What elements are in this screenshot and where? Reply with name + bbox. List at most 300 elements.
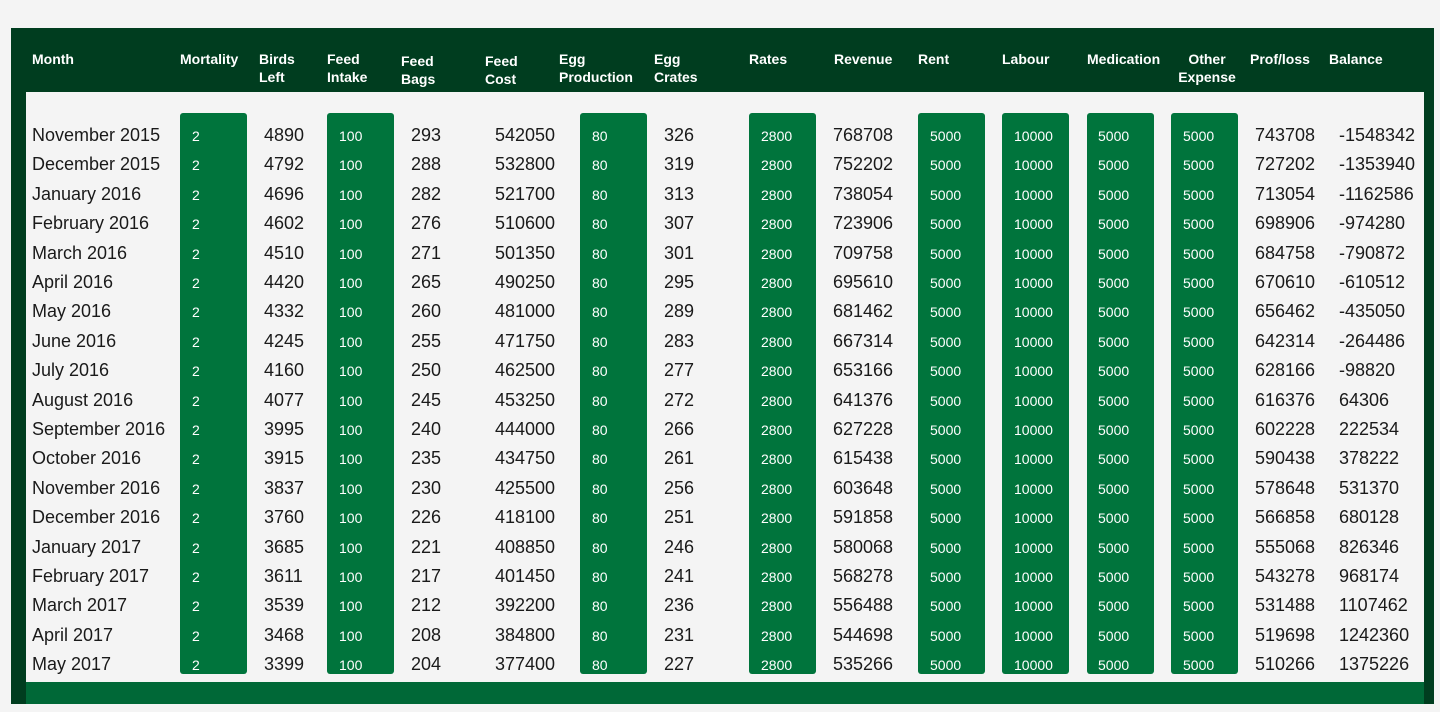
- cell-revenue: 580068: [833, 536, 894, 557]
- cell-prof-loss: 519698: [1255, 624, 1316, 645]
- cell-egg-crates: 277: [664, 360, 695, 381]
- cell-balance: 1375226: [1339, 654, 1410, 675]
- cell-other-expense: 5000: [1183, 157, 1215, 174]
- cell-feed-cost: 453250: [495, 389, 556, 410]
- cell-feed-intake: 100: [339, 539, 363, 556]
- cell-prof-loss: 531488: [1255, 595, 1316, 616]
- cell-labour: 10000: [1014, 333, 1053, 350]
- cell-medication: 5000: [1098, 333, 1130, 350]
- cell-rent: 5000: [930, 275, 962, 291]
- cell-rent: 5000: [930, 245, 962, 262]
- cell-medication: 5000: [1098, 422, 1130, 438]
- header-revenue: Revenue: [834, 51, 893, 67]
- cell-revenue: 653166: [833, 360, 894, 381]
- cell-medication: 5000: [1098, 128, 1130, 144]
- cell-feed-intake: 100: [339, 392, 363, 409]
- cell-balance: 826346: [1339, 536, 1400, 557]
- cell-other-expense: 5000: [1183, 510, 1215, 527]
- cell-feed-cost: 377400: [495, 654, 556, 675]
- cell-labour: 10000: [1014, 304, 1053, 321]
- cell-egg-crates: 261: [664, 448, 695, 469]
- cell-balance: -98820: [1339, 360, 1396, 381]
- table-body: [26, 92, 1424, 682]
- cell-birds-left: 3468: [264, 624, 305, 645]
- cell-labour: 10000: [1014, 451, 1053, 468]
- cell-mortality: 2: [192, 216, 200, 233]
- cell-feed-intake: 100: [339, 128, 363, 144]
- cell-feed-cost: 490250: [495, 272, 556, 292]
- cell-revenue: 667314: [833, 330, 894, 351]
- cell-revenue: 603648: [833, 477, 894, 498]
- cell-balance: 968174: [1339, 566, 1400, 586]
- cell-feed-bags: 276: [411, 213, 442, 234]
- header-egg-crates: Egg Crates: [654, 51, 698, 85]
- cell-feed-cost: 384800: [495, 624, 556, 645]
- cell-month: May 2017: [32, 654, 112, 675]
- cell-labour: 10000: [1014, 128, 1053, 144]
- cell-prof-loss: 670610: [1255, 272, 1316, 292]
- cell-feed-cost: 401450: [495, 566, 556, 586]
- table-footer: [26, 682, 1424, 704]
- cell-revenue: 535266: [833, 654, 894, 675]
- cell-feed-intake: 100: [339, 627, 363, 644]
- cell-other-expense: 5000: [1183, 422, 1215, 438]
- cell-medication: 5000: [1098, 657, 1130, 674]
- cell-egg-production: 80: [592, 480, 608, 497]
- cell-revenue: 752202: [833, 154, 894, 175]
- header-labour: Labour: [1002, 51, 1050, 67]
- header-birds-left: Birds Left: [259, 51, 295, 85]
- cell-birds-left: 4160: [264, 360, 305, 381]
- cell-egg-production: 80: [592, 186, 608, 203]
- cell-egg-crates: 266: [664, 419, 695, 439]
- cell-rates: 2800: [761, 245, 793, 262]
- cell-rates: 2800: [761, 275, 793, 291]
- cell-feed-intake: 100: [339, 480, 363, 497]
- cell-feed-bags: 265: [411, 272, 442, 292]
- cell-egg-production: 80: [592, 510, 608, 527]
- cell-egg-crates: 227: [664, 654, 695, 675]
- cell-rent: 5000: [930, 510, 962, 527]
- cell-prof-loss: 727202: [1255, 154, 1316, 175]
- cell-feed-intake: 100: [339, 598, 363, 615]
- cell-egg-production: 80: [592, 657, 608, 674]
- cell-egg-crates: 326: [664, 125, 695, 145]
- cell-other-expense: 5000: [1183, 363, 1215, 380]
- cell-rates: 2800: [761, 510, 793, 527]
- cell-labour: 10000: [1014, 157, 1053, 174]
- cell-other-expense: 5000: [1183, 333, 1215, 350]
- cell-egg-crates: 319: [664, 154, 695, 175]
- cell-rent: 5000: [930, 569, 962, 585]
- cell-mortality: 2: [192, 392, 200, 409]
- cell-feed-intake: 100: [339, 245, 363, 262]
- cell-mortality: 2: [192, 245, 200, 262]
- cell-month: April 2016: [32, 272, 114, 292]
- cell-prof-loss: 698906: [1255, 213, 1316, 234]
- cell-balance: -264486: [1339, 330, 1406, 351]
- cell-feed-cost: 462500: [495, 360, 556, 381]
- cell-feed-bags: 221: [411, 536, 442, 557]
- cell-balance: 680128: [1339, 507, 1400, 528]
- cell-feed-intake: 100: [339, 304, 363, 321]
- cell-revenue: 709758: [833, 242, 894, 263]
- cell-feed-intake: 100: [339, 657, 363, 674]
- cell-prof-loss: 656462: [1255, 301, 1316, 322]
- cell-birds-left: 3539: [264, 595, 305, 616]
- cell-egg-production: 80: [592, 451, 608, 468]
- cell-month: September 2016: [32, 419, 166, 439]
- cell-month: November 2015: [32, 125, 161, 145]
- cell-feed-cost: 418100: [495, 507, 556, 528]
- cell-rates: 2800: [761, 363, 793, 380]
- cell-feed-bags: 212: [411, 595, 442, 616]
- cell-labour: 10000: [1014, 216, 1053, 233]
- cell-prof-loss: 566858: [1255, 507, 1316, 528]
- cell-revenue: 723906: [833, 213, 894, 234]
- cell-mortality: 2: [192, 569, 200, 585]
- cell-birds-left: 4890: [264, 125, 305, 145]
- cell-egg-production: 80: [592, 128, 608, 144]
- cell-feed-bags: 204: [411, 654, 442, 675]
- cell-medication: 5000: [1098, 598, 1130, 615]
- cell-rent: 5000: [930, 157, 962, 174]
- cell-other-expense: 5000: [1183, 657, 1215, 674]
- cell-labour: 10000: [1014, 539, 1053, 556]
- cell-labour: 10000: [1014, 598, 1053, 615]
- cell-revenue: 591858: [833, 507, 894, 528]
- cell-egg-crates: 272: [664, 389, 695, 410]
- cell-feed-intake: 100: [339, 569, 363, 585]
- cell-egg-crates: 246: [664, 536, 695, 557]
- cell-mortality: 2: [192, 186, 200, 203]
- cell-other-expense: 5000: [1183, 216, 1215, 233]
- cell-rent: 5000: [930, 627, 962, 644]
- cell-egg-production: 80: [592, 539, 608, 556]
- header-mortality: Mortality: [180, 51, 239, 67]
- cell-feed-bags: 208: [411, 624, 442, 645]
- cell-feed-intake: 100: [339, 363, 363, 380]
- cell-balance: 222534: [1339, 419, 1400, 439]
- cell-egg-production: 80: [592, 569, 608, 585]
- data-table: [11, 28, 1434, 704]
- cell-rent: 5000: [930, 128, 962, 144]
- cell-feed-intake: 100: [339, 422, 363, 438]
- cell-prof-loss: 578648: [1255, 477, 1316, 498]
- cell-birds-left: 4792: [264, 154, 305, 175]
- cell-birds-left: 3915: [264, 448, 305, 469]
- cell-other-expense: 5000: [1183, 598, 1215, 615]
- cell-revenue: 556488: [833, 595, 894, 616]
- cell-egg-crates: 251: [664, 507, 695, 528]
- cell-prof-loss: 543278: [1255, 566, 1316, 586]
- header-feed-cost: Feed Cost: [485, 53, 518, 87]
- cell-labour: 10000: [1014, 480, 1053, 497]
- cell-feed-cost: 425500: [495, 477, 556, 498]
- cell-revenue: 738054: [833, 183, 894, 204]
- cell-egg-crates: 231: [664, 624, 695, 645]
- cell-mortality: 2: [192, 275, 200, 291]
- cell-rent: 5000: [930, 422, 962, 438]
- cell-month: February 2016: [32, 213, 150, 234]
- cell-feed-cost: 532800: [495, 154, 556, 175]
- cell-labour: 10000: [1014, 627, 1053, 644]
- cell-birds-left: 4510: [264, 242, 305, 263]
- header-other-expense: Other Expense: [1178, 51, 1236, 85]
- cell-rent: 5000: [930, 480, 962, 497]
- cell-labour: 10000: [1014, 569, 1053, 585]
- cell-egg-crates: 241: [664, 566, 695, 586]
- cell-mortality: 2: [192, 510, 200, 527]
- header-rates: Rates: [749, 51, 788, 67]
- cell-labour: 10000: [1014, 275, 1053, 291]
- cell-egg-production: 80: [592, 392, 608, 409]
- cell-egg-crates: 301: [664, 242, 695, 263]
- cell-egg-production: 80: [592, 333, 608, 350]
- cell-birds-left: 4077: [264, 389, 305, 410]
- cell-balance: -1548342: [1339, 125, 1416, 145]
- cell-rates: 2800: [761, 392, 793, 409]
- cell-birds-left: 4332: [264, 301, 305, 322]
- cell-egg-crates: 313: [664, 183, 695, 204]
- cell-egg-production: 80: [592, 304, 608, 321]
- cell-birds-left: 4602: [264, 213, 305, 234]
- cell-mortality: 2: [192, 480, 200, 497]
- cell-mortality: 2: [192, 128, 200, 144]
- cell-revenue: 681462: [833, 301, 894, 322]
- cell-month: July 2016: [32, 360, 110, 381]
- cell-month: October 2016: [32, 448, 142, 469]
- cell-rent: 5000: [930, 304, 962, 321]
- cell-other-expense: 5000: [1183, 245, 1215, 262]
- cell-birds-left: 4245: [264, 330, 305, 351]
- cell-egg-production: 80: [592, 627, 608, 644]
- cell-labour: 10000: [1014, 186, 1053, 203]
- cell-rent: 5000: [930, 216, 962, 233]
- cell-egg-production: 80: [592, 157, 608, 174]
- egg-production-column-bg: [580, 113, 647, 674]
- cell-feed-cost: 434750: [495, 448, 556, 469]
- cell-feed-cost: 408850: [495, 536, 556, 557]
- cell-revenue: 695610: [833, 272, 894, 292]
- cell-medication: 5000: [1098, 510, 1130, 527]
- cell-month: December 2016: [32, 507, 161, 528]
- cell-month: June 2016: [32, 330, 117, 351]
- cell-egg-production: 80: [592, 245, 608, 262]
- cell-revenue: 615438: [833, 448, 894, 469]
- cell-medication: 5000: [1098, 186, 1130, 203]
- cell-mortality: 2: [192, 539, 200, 556]
- cell-feed-cost: 392200: [495, 595, 556, 616]
- cell-birds-left: 3760: [264, 507, 305, 528]
- cell-revenue: 768708: [833, 125, 894, 145]
- cell-month: March 2016: [32, 242, 128, 263]
- cell-rates: 2800: [761, 157, 793, 174]
- cell-egg-production: 80: [592, 216, 608, 233]
- cell-feed-bags: 235: [411, 448, 442, 469]
- cell-balance: -1353940: [1339, 154, 1416, 175]
- cell-prof-loss: 602228: [1255, 419, 1316, 439]
- cell-balance: 1107462: [1339, 595, 1408, 616]
- cell-mortality: 2: [192, 627, 200, 644]
- cell-other-expense: 5000: [1183, 275, 1215, 291]
- cell-feed-bags: 282: [411, 183, 442, 204]
- cell-feed-bags: 250: [411, 360, 442, 381]
- cell-feed-bags: 288: [411, 154, 442, 175]
- cell-month: February 2017: [32, 566, 150, 586]
- cell-balance: 1242360: [1339, 624, 1410, 645]
- cell-other-expense: 5000: [1183, 539, 1215, 556]
- cell-medication: 5000: [1098, 392, 1130, 409]
- cell-egg-production: 80: [592, 363, 608, 380]
- cell-birds-left: 3685: [264, 536, 305, 557]
- cell-feed-intake: 100: [339, 451, 363, 468]
- cell-medication: 5000: [1098, 275, 1130, 291]
- cell-other-expense: 5000: [1183, 451, 1215, 468]
- cell-rates: 2800: [761, 128, 793, 144]
- cell-rates: 2800: [761, 422, 793, 438]
- cell-egg-crates: 256: [664, 477, 695, 498]
- header-feed-intake: Feed Intake: [327, 51, 368, 85]
- cell-medication: 5000: [1098, 363, 1130, 380]
- cell-feed-bags: 226: [411, 507, 442, 528]
- cell-mortality: 2: [192, 304, 200, 321]
- cell-other-expense: 5000: [1183, 569, 1215, 585]
- cell-balance: -1162586: [1339, 183, 1414, 204]
- cell-rates: 2800: [761, 186, 793, 203]
- cell-medication: 5000: [1098, 539, 1130, 556]
- cell-feed-cost: 501350: [495, 242, 556, 263]
- cell-birds-left: 3399: [264, 654, 305, 675]
- cell-rates: 2800: [761, 539, 793, 556]
- cell-feed-intake: 100: [339, 333, 363, 350]
- cell-feed-cost: 471750: [495, 330, 556, 351]
- cell-feed-cost: 481000: [495, 301, 556, 322]
- cell-egg-crates: 289: [664, 301, 695, 322]
- cell-balance: -610512: [1339, 272, 1406, 292]
- cell-prof-loss: 684758: [1255, 242, 1316, 263]
- cell-feed-intake: 100: [339, 216, 363, 233]
- cell-other-expense: 5000: [1183, 304, 1215, 321]
- cell-birds-left: 4420: [264, 272, 305, 292]
- header-egg-production: Egg Production: [559, 51, 633, 85]
- cell-medication: 5000: [1098, 245, 1130, 262]
- cell-month: May 2016: [32, 301, 112, 322]
- cell-medication: 5000: [1098, 569, 1130, 585]
- cell-rates: 2800: [761, 657, 793, 674]
- cell-rent: 5000: [930, 363, 962, 380]
- cell-month: August 2016: [32, 389, 134, 410]
- cell-egg-production: 80: [592, 275, 608, 291]
- cell-egg-crates: 283: [664, 330, 695, 351]
- cell-mortality: 2: [192, 657, 200, 674]
- cell-birds-left: 3837: [264, 477, 305, 498]
- header-medication: Medication: [1087, 51, 1161, 67]
- cell-labour: 10000: [1014, 363, 1053, 380]
- cell-mortality: 2: [192, 451, 200, 468]
- header-prof-loss: Prof/loss: [1250, 51, 1310, 67]
- cell-rent: 5000: [930, 539, 962, 556]
- cell-feed-bags: 260: [411, 301, 442, 322]
- cell-month: April 2017: [32, 624, 114, 645]
- cell-prof-loss: 642314: [1255, 330, 1316, 351]
- cell-prof-loss: 555068: [1255, 536, 1316, 557]
- header-rent: Rent: [918, 51, 950, 67]
- cell-labour: 10000: [1014, 422, 1053, 438]
- cell-egg-crates: 295: [664, 272, 695, 292]
- cell-medication: 5000: [1098, 451, 1130, 468]
- cell-other-expense: 5000: [1183, 128, 1215, 144]
- cell-rates: 2800: [761, 451, 793, 468]
- cell-month: March 2017: [32, 595, 128, 616]
- cell-feed-bags: 240: [411, 419, 442, 439]
- cell-rent: 5000: [930, 333, 962, 350]
- cell-rent: 5000: [930, 598, 962, 615]
- cell-balance: 64306: [1339, 389, 1390, 410]
- cell-rates: 2800: [761, 333, 793, 350]
- cell-rates: 2800: [761, 627, 793, 644]
- cell-other-expense: 5000: [1183, 627, 1215, 644]
- cell-labour: 10000: [1014, 510, 1053, 527]
- cell-egg-crates: 236: [664, 595, 695, 616]
- cell-feed-bags: 255: [411, 330, 442, 351]
- cell-revenue: 627228: [833, 419, 894, 439]
- cell-feed-intake: 100: [339, 157, 363, 174]
- cell-feed-intake: 100: [339, 510, 363, 527]
- cell-prof-loss: 628166: [1255, 360, 1316, 381]
- cell-rates: 2800: [761, 304, 793, 321]
- cell-month: January 2016: [32, 183, 142, 204]
- cell-egg-production: 80: [592, 598, 608, 615]
- cell-rent: 5000: [930, 657, 962, 674]
- cell-birds-left: 3611: [264, 566, 303, 586]
- cell-prof-loss: 590438: [1255, 448, 1316, 469]
- cell-revenue: 641376: [833, 389, 894, 410]
- cell-revenue: 544698: [833, 624, 894, 645]
- cell-rent: 5000: [930, 392, 962, 409]
- cell-medication: 5000: [1098, 157, 1130, 174]
- cell-other-expense: 5000: [1183, 186, 1215, 203]
- cell-balance: 531370: [1339, 477, 1400, 498]
- cell-egg-crates: 307: [664, 213, 695, 234]
- cell-mortality: 2: [192, 333, 200, 350]
- cell-feed-bags: 217: [411, 566, 442, 586]
- cell-other-expense: 5000: [1183, 480, 1215, 497]
- cell-feed-cost: 510600: [495, 213, 556, 234]
- cell-prof-loss: 510266: [1255, 654, 1316, 675]
- cell-prof-loss: 713054: [1255, 183, 1316, 204]
- cell-balance: -790872: [1339, 242, 1406, 263]
- cell-feed-cost: 521700: [495, 183, 556, 204]
- cell-medication: 5000: [1098, 216, 1130, 233]
- cell-labour: 10000: [1014, 657, 1053, 674]
- cell-mortality: 2: [192, 157, 200, 174]
- table-header: [11, 28, 1434, 92]
- cell-prof-loss: 616376: [1255, 389, 1316, 410]
- cell-labour: 10000: [1014, 392, 1053, 409]
- cell-birds-left: 3995: [264, 419, 305, 439]
- cell-feed-bags: 245: [411, 389, 442, 410]
- cell-month: November 2016: [32, 477, 161, 498]
- cell-rent: 5000: [930, 186, 962, 203]
- cell-feed-cost: 542050: [495, 125, 556, 145]
- cell-rent: 5000: [930, 451, 962, 468]
- cell-labour: 10000: [1014, 245, 1053, 262]
- cell-feed-cost: 444000: [495, 419, 556, 439]
- header-feed-bags: Feed Bags: [401, 53, 436, 87]
- cell-balance: 378222: [1339, 448, 1400, 469]
- cell-month: December 2015: [32, 154, 161, 175]
